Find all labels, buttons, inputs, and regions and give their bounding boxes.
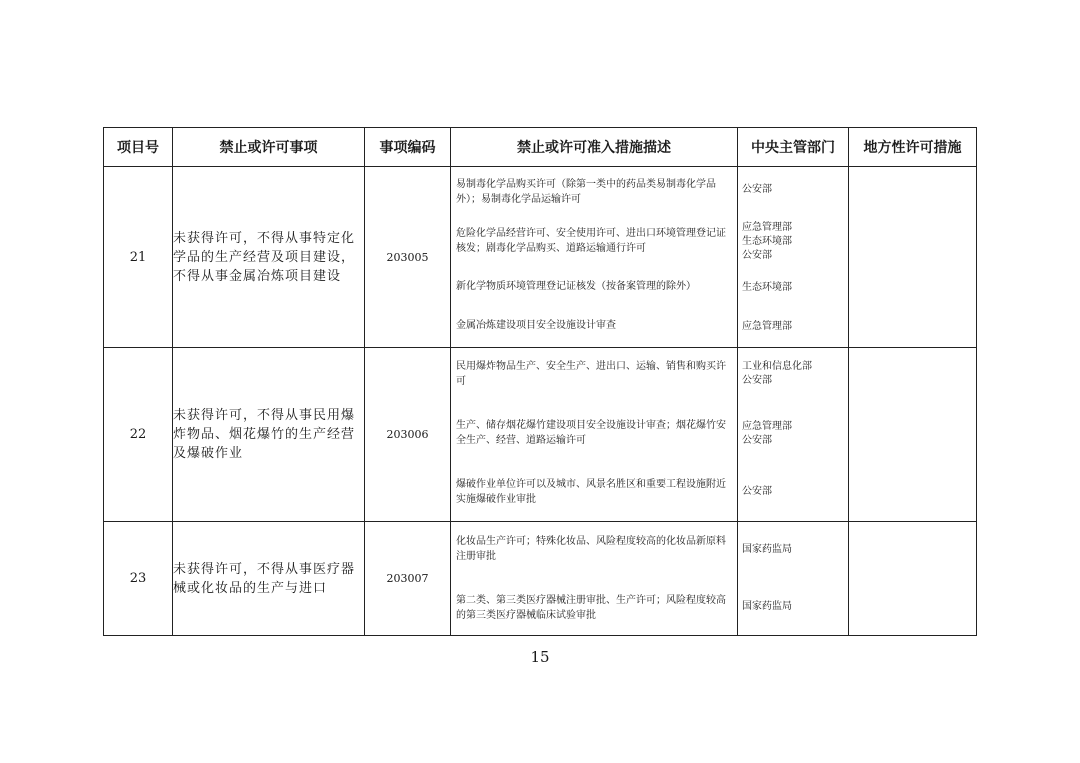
measure-item: 爆破作业单位许可以及城市、风景名胜区和重要工程设施附近实施爆破作业审批 (456, 479, 726, 505)
local-measures-cell (849, 348, 977, 522)
measure-item: 危险化学品经营许可、安全使用许可、进出口环境管理登记证核发；剧毒化学品购买、道路运输通行许可 (456, 228, 726, 254)
measures-cell (451, 348, 738, 522)
header-local-measures: 地方性许可措施 (849, 128, 977, 167)
department-item: 公安部 (742, 486, 772, 497)
header-measures: 禁止或许可准入措施描述 (451, 128, 738, 167)
department-item: 应急管理部 公安部 (742, 421, 792, 446)
page-number: 15 (530, 648, 550, 666)
table-row (104, 348, 977, 522)
table-header-row (104, 128, 977, 167)
header-matter: 禁止或许可事项 (173, 128, 365, 167)
department-item: 工业和信息化部 公安部 (742, 361, 812, 386)
department-item: 公安部 (742, 184, 772, 195)
measure-item: 生产、储存烟花爆竹建设项目安全设施设计审查；烟花爆竹安全生产、经营、道路运输许可 (456, 420, 726, 446)
header-code: 事项编码 (365, 128, 451, 167)
departments-cell (738, 522, 849, 636)
measure-item: 新化学物质环境管理登记证核发（按备案管理的除外） (456, 281, 696, 292)
department-item: 应急管理部 生态环境部 公安部 (742, 222, 792, 261)
permit-table (103, 127, 977, 636)
table-row (104, 167, 977, 348)
measure-item: 金属冶炼建设项目安全设施设计审查 (456, 320, 616, 331)
matter-code: 203006 (365, 348, 451, 522)
departments-cell (738, 348, 849, 522)
project-number: 21 (104, 167, 173, 348)
department-item: 应急管理部 (742, 321, 792, 332)
matter-text: 未获得许可，不得从事特定化学品的生产经营及项目建设，不得从事金属冶炼项目建设 (173, 167, 365, 348)
measure-item: 民用爆炸物品生产、安全生产、进出口、运输、销售和购买许可 (456, 361, 726, 387)
departments-cell (738, 167, 849, 348)
header-project-no: 项目号 (104, 128, 173, 167)
local-measures-cell (849, 522, 977, 636)
local-measures-cell (849, 167, 977, 348)
matter-text: 未获得许可，不得从事医疗器械或化妆品的生产与进口 (173, 522, 365, 636)
department-item: 生态环境部 (742, 282, 792, 293)
department-item: 国家药监局 (742, 544, 792, 555)
measure-item: 易制毒化学品购买许可（除第一类中的药品类易制毒化学品外）；易制毒化学品运输许可 (456, 179, 716, 205)
matter-code: 203007 (365, 522, 451, 636)
measures-cell (451, 167, 738, 348)
measure-item: 第二类、第三类医疗器械注册审批、生产许可；风险程度较高的第三类医疗器械临床试验审批 (456, 595, 726, 621)
table-row (104, 522, 977, 636)
project-number: 22 (104, 348, 173, 522)
project-number: 23 (104, 522, 173, 636)
header-central-dept: 中央主管部门 (738, 128, 849, 167)
matter-text: 未获得许可，不得从事民用爆炸物品、烟花爆竹的生产经营及爆破作业 (173, 348, 365, 522)
measures-cell (451, 522, 738, 636)
department-item: 国家药监局 (742, 601, 792, 612)
matter-code: 203005 (365, 167, 451, 348)
measure-item: 化妆品生产许可；特殊化妆品、风险程度较高的化妆品新原料注册审批 (456, 536, 726, 562)
